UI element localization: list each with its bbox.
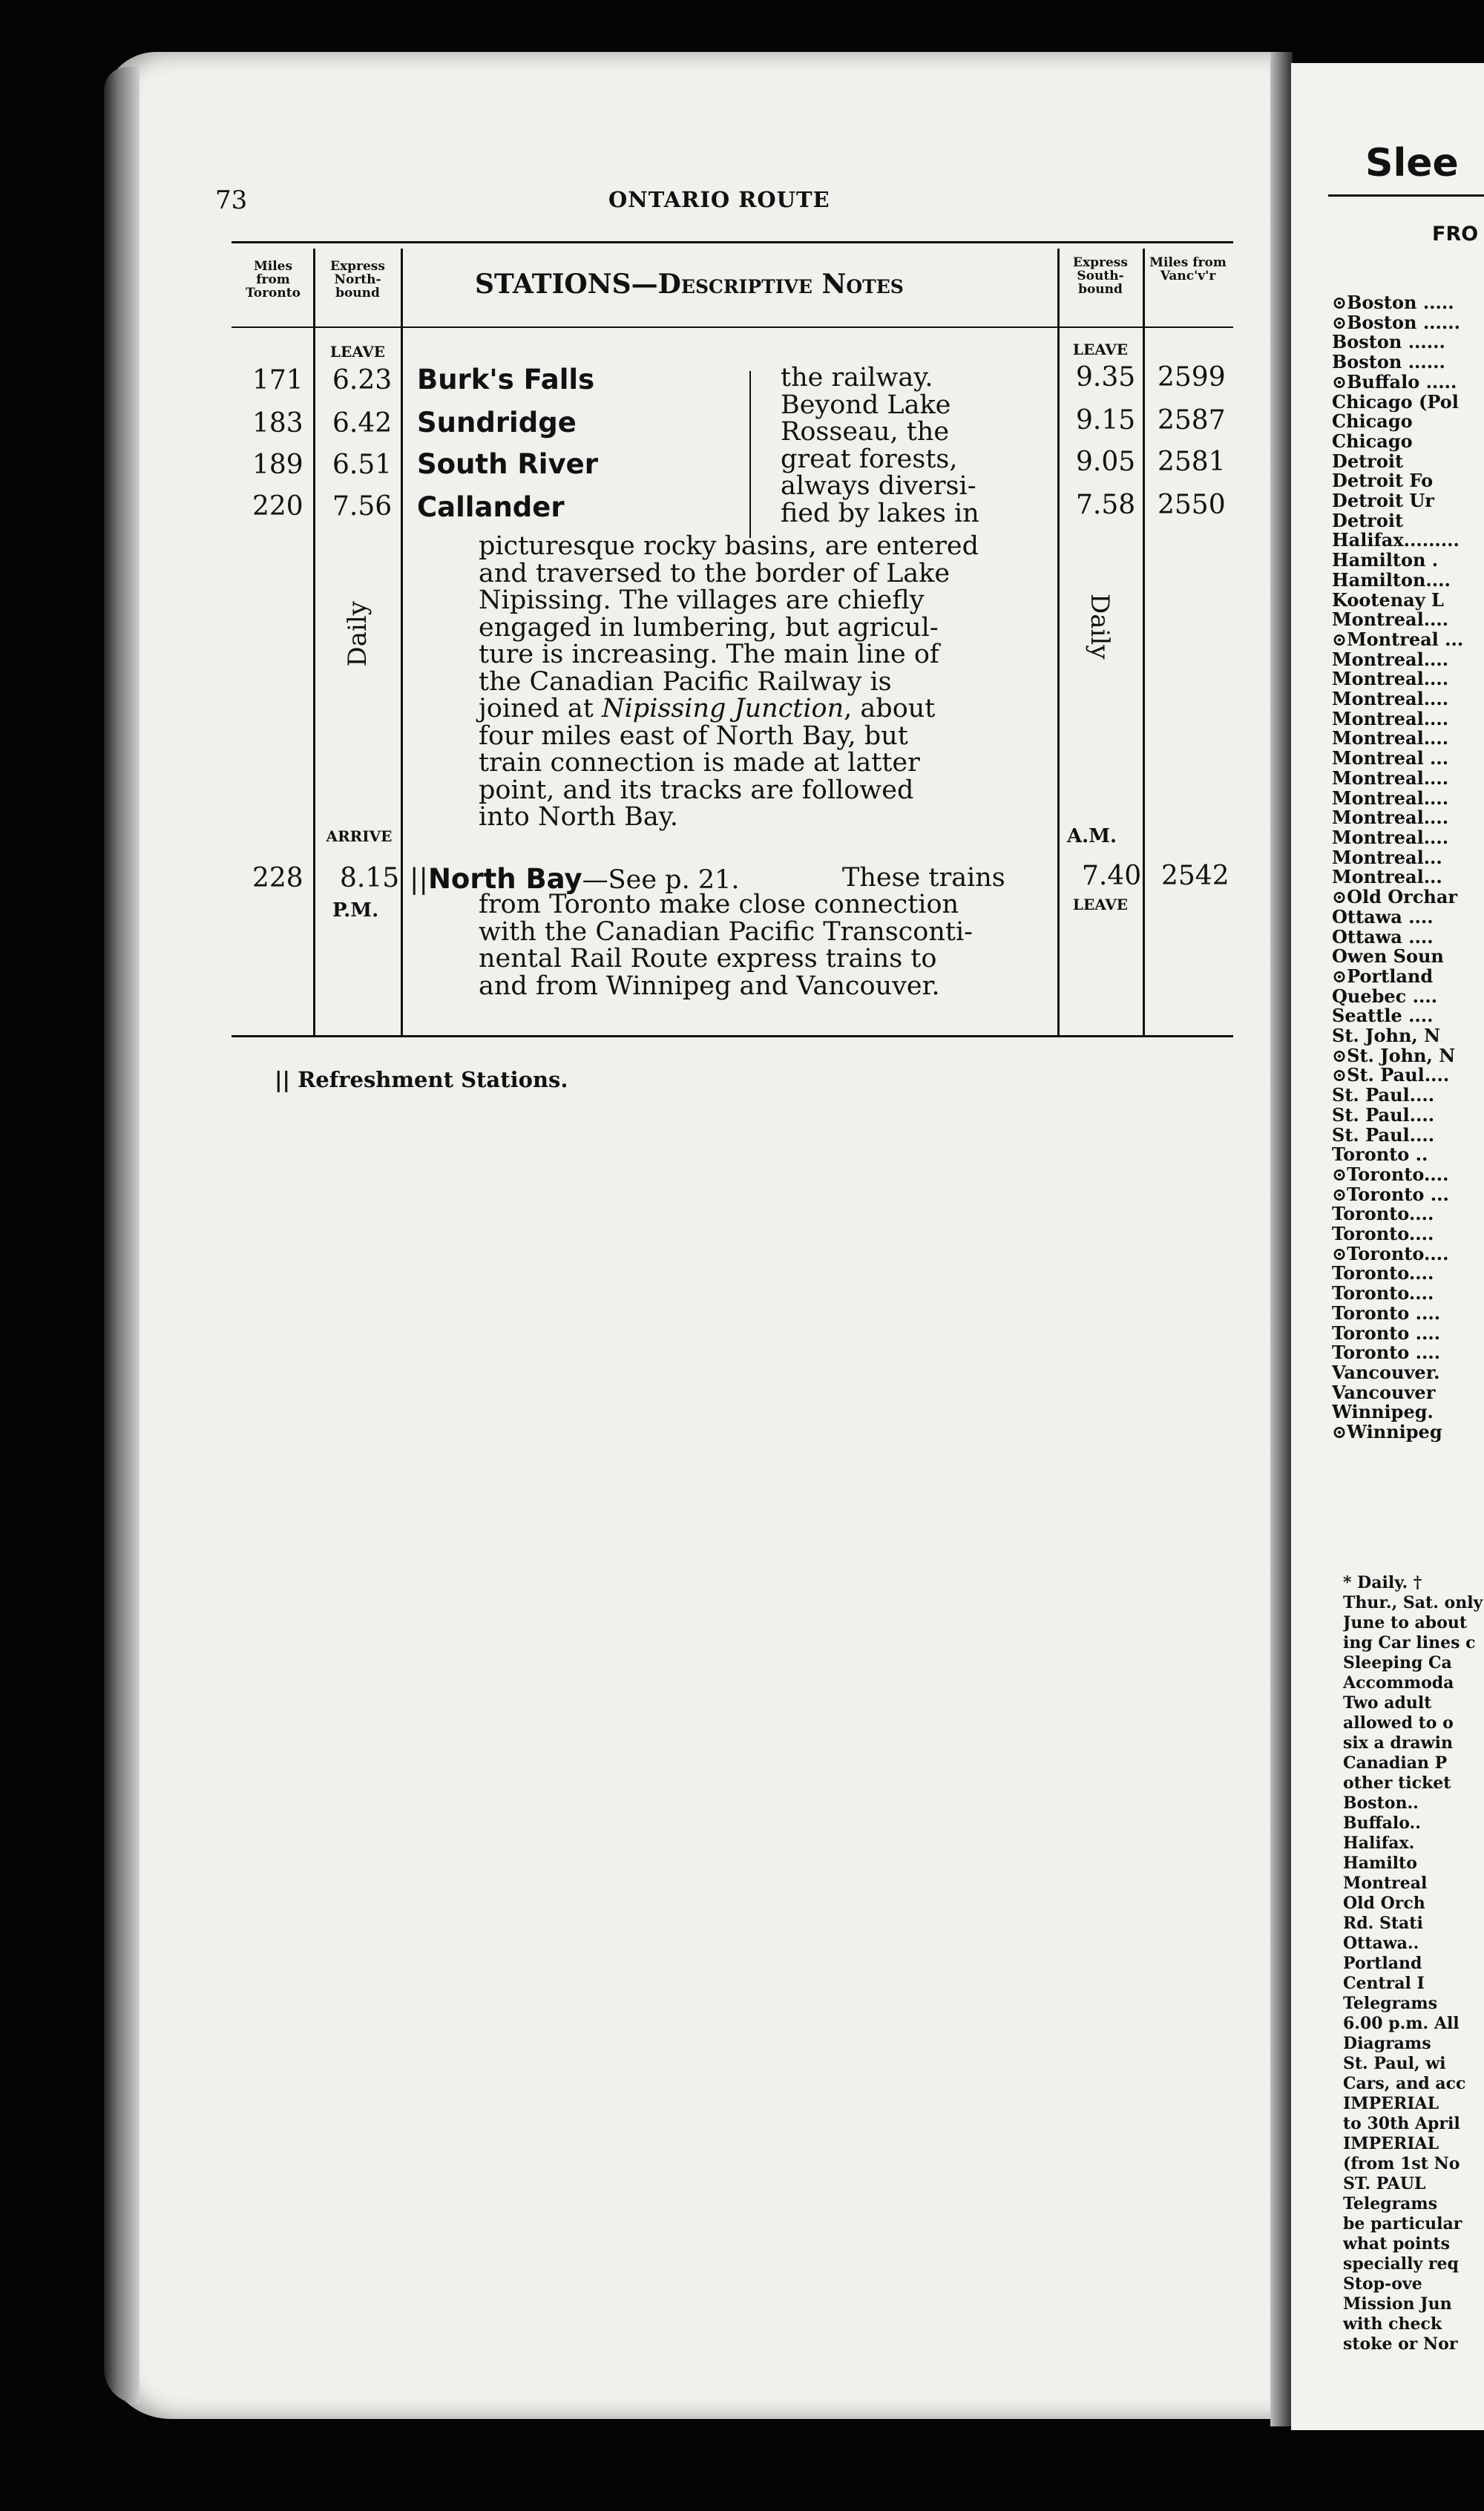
right-station-line: Detroit xyxy=(1332,450,1404,472)
right-station-line: Montreal ... xyxy=(1332,747,1449,769)
right-note-line: specially req xyxy=(1343,2254,1459,2274)
right-station-line: Detroit Ur xyxy=(1332,490,1434,512)
row-vanc-miles: 2599 xyxy=(1158,362,1226,393)
notes-line: the Canadian Pacific Railway is xyxy=(479,666,892,697)
right-station-line: ⊙St. John, N xyxy=(1332,1044,1456,1066)
col-divider-4 xyxy=(1143,249,1145,1035)
final-note-line: with the Canadian Pacific Transconti- xyxy=(479,916,973,947)
notes-side-line: Beyond Lake xyxy=(781,390,951,420)
row-miles: 189 xyxy=(252,450,303,480)
right-note-line: allowed to o xyxy=(1343,1713,1454,1733)
pm-label: P.M. xyxy=(332,899,379,922)
right-page-subtitle: FRO xyxy=(1432,223,1479,246)
right-note-line: June to about xyxy=(1343,1613,1468,1632)
right-note-line: Sleeping Ca xyxy=(1343,1653,1452,1673)
final-notes xyxy=(479,891,1028,1000)
right-station-line: Toronto.... xyxy=(1332,1203,1434,1225)
right-note-line: Old Orch xyxy=(1343,1894,1425,1913)
header-miles-vancouver: Miles from Vanc'v'r xyxy=(1149,255,1227,283)
row-miles: 171 xyxy=(252,365,303,395)
row-south-time: 9.35 xyxy=(1076,362,1136,393)
leave-label-south: LEAVE xyxy=(1072,341,1129,358)
right-station-line: Ottawa .... xyxy=(1332,905,1434,928)
notes-line: ture is increasing. The main line of xyxy=(479,640,939,669)
notes-line: four miles east of North Bay, but xyxy=(479,721,908,751)
footnote: || Refreshment Stations. xyxy=(275,1067,568,1092)
right-station-line: Chicago xyxy=(1332,410,1413,433)
right-note-line: Ottawa.. xyxy=(1343,1934,1419,1953)
right-station-line: Montreal.... xyxy=(1332,826,1449,848)
right-station-line: Boston ...... xyxy=(1332,331,1445,353)
table-header-rule xyxy=(232,326,1233,328)
right-station-line: Montreal.... xyxy=(1332,807,1449,829)
right-note-line: Telegrams xyxy=(1343,1994,1438,2013)
right-station-line: St. Paul.... xyxy=(1332,1103,1435,1126)
refreshment-marker: || xyxy=(410,863,428,895)
col-divider-2 xyxy=(401,249,403,1035)
right-note-line: stoke or Nor xyxy=(1343,2334,1458,2354)
right-note-line: Montreal xyxy=(1343,1874,1428,1893)
right-page-title: Slee xyxy=(1365,141,1459,186)
right-station-line: Montreal... xyxy=(1332,846,1442,868)
right-station-line: Montreal.... xyxy=(1332,727,1449,749)
right-page-station-list xyxy=(1332,293,1484,1442)
final-note-line: nental Rail Route express trains to xyxy=(479,944,937,974)
right-station-line: Montreal.... xyxy=(1332,688,1449,710)
station-name: Callander xyxy=(417,491,565,523)
right-station-line: Chicago (Pol xyxy=(1332,390,1459,413)
right-station-line: St. Paul.... xyxy=(1332,1084,1435,1106)
row-vanc-miles: 2581 xyxy=(1158,447,1226,477)
notes-side-line: fied by lakes in xyxy=(781,498,979,528)
right-station-line: ⊙Buffalo ..... xyxy=(1332,370,1457,393)
page-edge xyxy=(104,67,139,2404)
right-note-line: Buffalo.. xyxy=(1343,1814,1421,1833)
arrive-label: ARRIVE xyxy=(326,827,393,845)
right-station-line: Toronto .... xyxy=(1332,1342,1441,1364)
right-station-line: ⊙Montreal ... xyxy=(1332,628,1464,650)
right-note-line: Hamilto xyxy=(1343,1854,1417,1873)
right-station-line: Hamilton . xyxy=(1332,549,1439,571)
right-station-line: Halifax......... xyxy=(1332,529,1460,551)
right-note-line: Canadian P xyxy=(1343,1753,1448,1773)
right-note-line: * Daily. † xyxy=(1343,1573,1422,1592)
right-station-line: Toronto .. xyxy=(1332,1143,1428,1166)
right-station-line: ⊙Toronto.... xyxy=(1332,1163,1449,1185)
final-miles: 228 xyxy=(252,863,303,893)
final-see-ref: —See p. 21. xyxy=(582,865,740,895)
notes-side xyxy=(781,364,1025,527)
right-station-line: Quebec .... xyxy=(1332,985,1438,1007)
header-miles-toronto: Miles from Toronto xyxy=(246,259,301,301)
row-miles: 183 xyxy=(252,408,303,439)
final-note-line: from Toronto make close connection xyxy=(479,890,959,919)
right-station-line: Chicago xyxy=(1332,430,1413,452)
right-station-line: Montreal.... xyxy=(1332,668,1449,690)
right-note-line: ST. PAUL xyxy=(1343,2174,1426,2193)
right-note-line: six a drawin xyxy=(1343,1733,1453,1753)
right-note-line: Boston.. xyxy=(1343,1793,1419,1813)
right-station-line: ⊙Boston ...... xyxy=(1332,311,1460,333)
notes-side-line: Rosseau, the xyxy=(781,417,950,447)
right-station-line: Toronto .... xyxy=(1332,1302,1441,1324)
final-north-time: 8.15 xyxy=(340,863,400,893)
right-station-line: Owen Soun xyxy=(1332,945,1444,968)
notes-side-divider xyxy=(749,371,751,538)
daily-label-south: Daily xyxy=(1085,594,1114,660)
final-vanc-miles: 2542 xyxy=(1161,861,1229,891)
right-station-line: Vancouver xyxy=(1332,1381,1436,1403)
right-station-line: ⊙Old Orchar xyxy=(1332,886,1458,908)
right-station-line: ⊙Toronto.... xyxy=(1332,1242,1449,1264)
right-note-line: Telegrams xyxy=(1343,2194,1438,2213)
notes-line: into North Bay. xyxy=(479,802,678,832)
right-station-line: Montreal.... xyxy=(1332,767,1449,789)
final-note-first: These trains xyxy=(842,863,1005,893)
right-note-line: (from 1st No xyxy=(1343,2154,1460,2173)
station-name: Burk's Falls xyxy=(417,364,595,395)
right-station-line: ⊙Portland xyxy=(1332,965,1434,987)
right-note-line: to 30th April xyxy=(1343,2114,1460,2133)
notes-main xyxy=(479,533,1028,831)
notes-line: joined at Nipissing Junction, about xyxy=(479,694,936,723)
notes-line: point, and its tracks are followed xyxy=(479,775,914,805)
row-south-time: 7.58 xyxy=(1076,490,1136,520)
right-station-line: St. Paul.... xyxy=(1332,1123,1435,1146)
right-station-line: Seattle .... xyxy=(1332,1005,1434,1027)
right-note-line: with check xyxy=(1343,2314,1442,2334)
notes-line: train connection is made at latter xyxy=(479,748,920,778)
row-south-time: 9.15 xyxy=(1076,405,1136,436)
right-station-line: ⊙St. Paul.... xyxy=(1332,1064,1450,1086)
right-note-line: what points xyxy=(1343,2234,1450,2254)
final-note-line: and from Winnipeg and Vancouver. xyxy=(479,971,940,1001)
right-station-line: St. John, N xyxy=(1332,1025,1441,1047)
right-note-line: Rd. Stati xyxy=(1343,1914,1423,1933)
right-note-line: Two adult xyxy=(1343,1693,1432,1713)
notes-line: picturesque rocky basins, are entered xyxy=(479,531,979,561)
row-vanc-miles: 2550 xyxy=(1158,490,1226,520)
row-vanc-miles: 2587 xyxy=(1158,405,1226,436)
right-station-line: Boston ...... xyxy=(1332,351,1445,373)
col-divider-3 xyxy=(1057,249,1060,1035)
notes-side-line: great forests, xyxy=(781,444,958,474)
page-title: ONTARIO ROUTE xyxy=(608,187,830,212)
right-station-line: Winnipeg. xyxy=(1332,1401,1434,1423)
row-north-time: 6.23 xyxy=(332,365,393,395)
right-station-line: Montreal.... xyxy=(1332,707,1449,729)
row-south-time: 9.05 xyxy=(1076,447,1136,477)
station-name: Sundridge xyxy=(417,407,577,439)
table-top-rule xyxy=(232,241,1233,243)
right-note-line: Mission Jun xyxy=(1343,2294,1452,2314)
notes-line: and traversed to the border of Lake xyxy=(479,558,951,588)
right-note-line: Thur., Sat. only xyxy=(1343,1593,1483,1612)
right-station-line: ⊙Boston ..... xyxy=(1332,293,1454,313)
right-note-line: Diagrams xyxy=(1343,2034,1431,2053)
right-station-line: Montreal.... xyxy=(1332,608,1449,631)
notes-side-line: always diversi- xyxy=(781,471,976,501)
right-station-line: Montreal.... xyxy=(1332,787,1449,809)
right-station-line: Toronto .... xyxy=(1332,1322,1441,1344)
table-bottom-rule xyxy=(232,1035,1233,1037)
right-note-line: Halifax. xyxy=(1343,1834,1415,1853)
am-label: A.M. xyxy=(1067,825,1117,847)
right-note-line: be particular xyxy=(1343,2214,1462,2233)
right-page-notes xyxy=(1343,1573,1484,2354)
right-station-line: Detroit Fo xyxy=(1332,470,1434,492)
right-note-line: Stop-ove xyxy=(1343,2274,1422,2294)
right-station-line: Toronto.... xyxy=(1332,1223,1434,1245)
right-station-line: Kootenay L xyxy=(1332,588,1444,611)
notes-line: engaged in lumbering, but agricul- xyxy=(479,612,939,643)
right-note-line: St. Paul, wi xyxy=(1343,2054,1446,2073)
final-leave-label: LEAVE xyxy=(1072,896,1129,913)
right-note-line: Central I xyxy=(1343,1974,1425,1993)
right-note-line: Cars, and acc xyxy=(1343,2074,1466,2093)
right-station-line: Toronto.... xyxy=(1332,1262,1434,1284)
right-title-rule xyxy=(1328,194,1484,197)
final-station-name: North Bay xyxy=(427,863,582,895)
row-north-time: 6.51 xyxy=(332,450,393,480)
right-station-line: Hamilton.... xyxy=(1332,568,1451,591)
right-note-line: IMPERIAL xyxy=(1343,2134,1439,2153)
right-station-line: Vancouver. xyxy=(1332,1361,1440,1383)
right-note-line: Portland xyxy=(1343,1954,1422,1973)
page-number: 73 xyxy=(215,186,248,215)
station-name: South River xyxy=(417,448,598,480)
notes-side-line: the railway. xyxy=(781,363,933,393)
row-north-time: 6.42 xyxy=(332,408,393,439)
header-express-north: Express North-bound xyxy=(330,259,385,301)
right-note-line: ing Car lines c xyxy=(1343,1633,1476,1652)
right-note-line: 6.00 p.m. All xyxy=(1343,2014,1460,2033)
right-station-line: Detroit xyxy=(1332,509,1404,531)
right-station-line: Montreal... xyxy=(1332,866,1442,888)
leave-label-north: LEAVE xyxy=(329,343,386,361)
right-note-line: Accommoda xyxy=(1343,1673,1454,1693)
right-station-line: Ottawa .... xyxy=(1332,925,1434,948)
col-divider-1 xyxy=(313,249,315,1035)
daily-label-north: Daily xyxy=(343,601,372,667)
right-station-line: Toronto.... xyxy=(1332,1282,1434,1304)
notes-line: Nipissing. The villages are chiefly xyxy=(479,585,925,615)
row-north-time: 7.56 xyxy=(332,491,393,522)
book-gutter xyxy=(1270,52,1293,2426)
right-note-line: IMPERIAL xyxy=(1343,2094,1439,2113)
right-station-line: ⊙Toronto ... xyxy=(1332,1183,1449,1205)
header-express-south: Express South-bound xyxy=(1073,255,1128,297)
final-south-time: 7.40 xyxy=(1082,861,1142,891)
header-stations: STATIONS—Descriptive Notes xyxy=(475,269,904,300)
right-note-line: other ticket xyxy=(1343,1773,1451,1793)
row-miles: 220 xyxy=(252,491,303,522)
right-station-line: Montreal.... xyxy=(1332,648,1449,670)
right-station-line: ⊙Winnipeg xyxy=(1332,1421,1442,1442)
